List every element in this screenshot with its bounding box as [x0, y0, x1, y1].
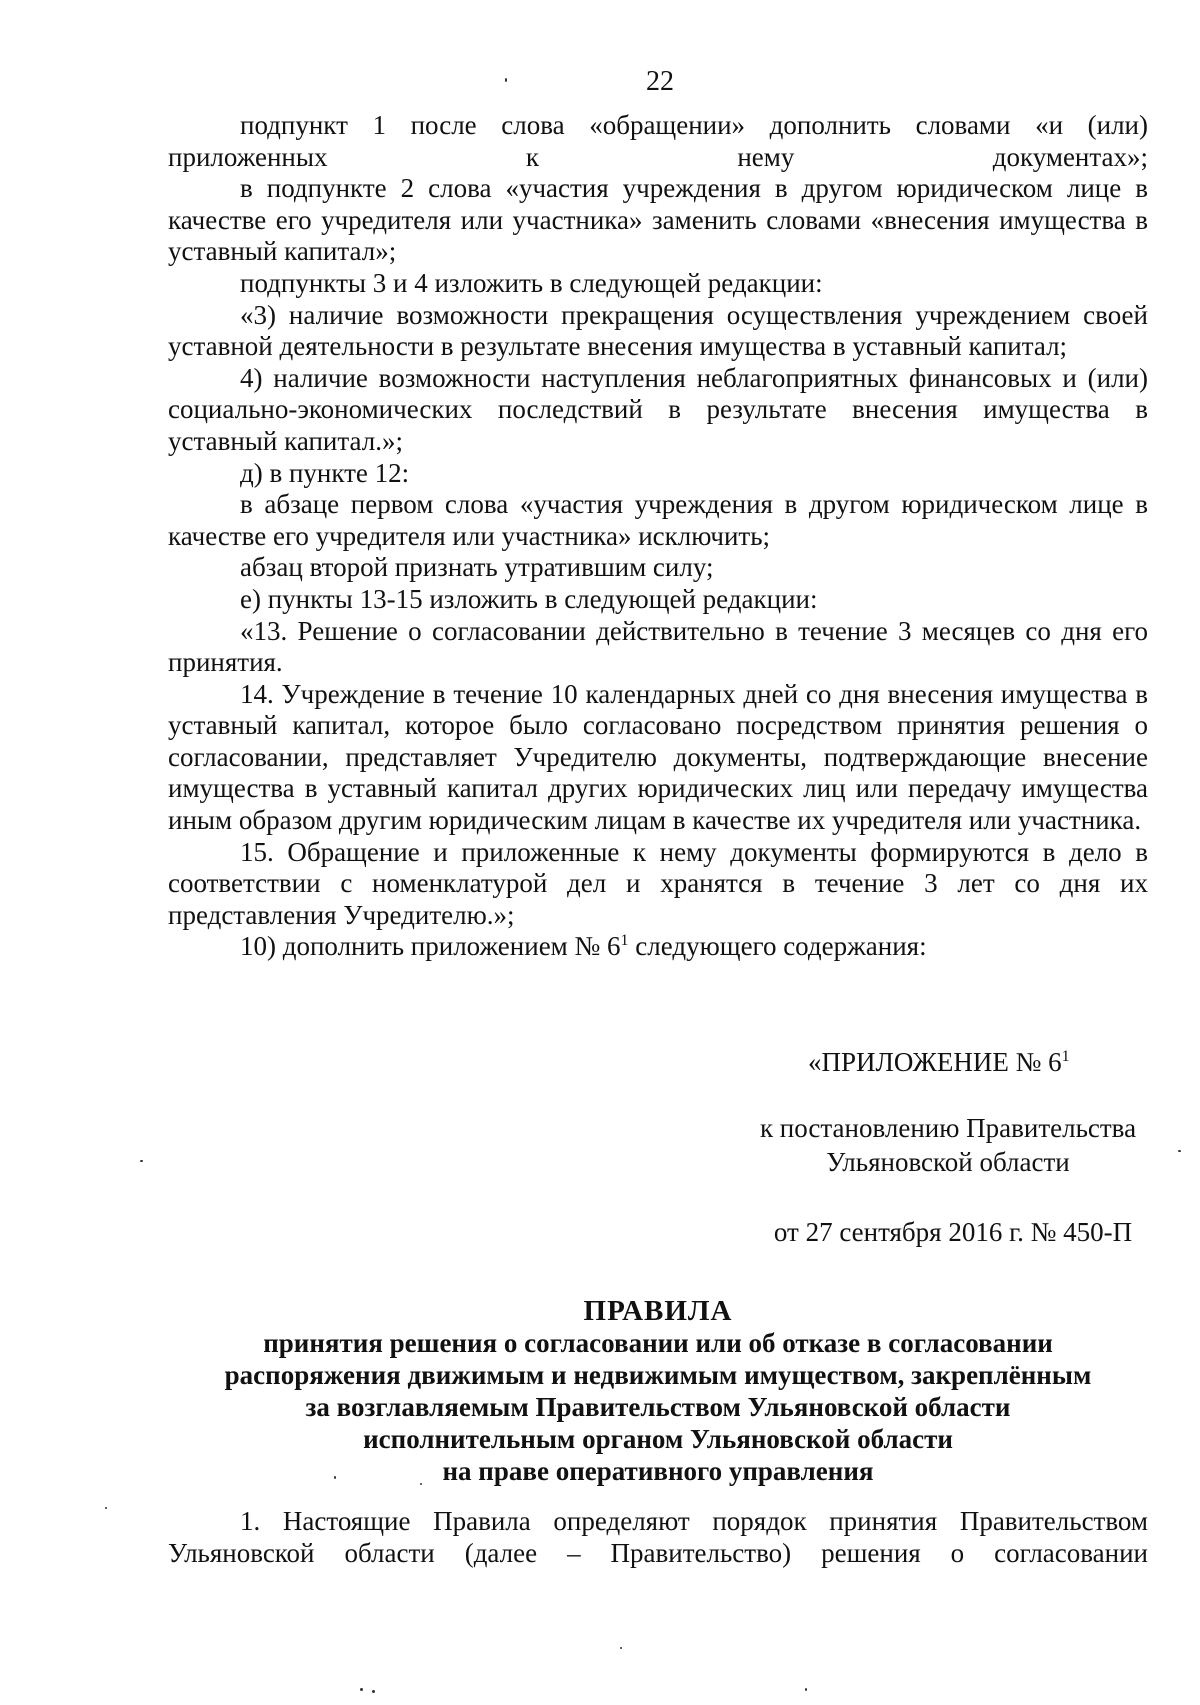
paragraph	[168, 173, 1148, 268]
scan-speck	[1178, 1150, 1181, 1152]
paragraph	[168, 616, 1148, 679]
paragraph	[168, 931, 1148, 963]
rules-title: ПРАВИЛА	[583, 1295, 733, 1327]
rules-subtitle-line: на праве оперативного управления	[442, 1456, 874, 1486]
rules-title-block	[168, 1295, 1148, 1487]
scan-speck	[372, 1690, 375, 1693]
appendix-title-text: «ПРИЛОЖЕНИЕ № 6	[808, 1047, 1062, 1077]
rules-subtitle-line: исполнительным органом Ульяновской области	[363, 1424, 953, 1454]
paragraph	[168, 268, 1148, 300]
paragraph	[168, 489, 1148, 552]
appendix-title	[808, 1046, 1070, 1078]
scan-speck	[805, 1688, 807, 1691]
paragraph	[168, 552, 1148, 584]
paragraph	[168, 584, 1148, 616]
paragraph	[168, 1506, 1148, 1569]
superscript: 1	[1061, 1048, 1070, 1065]
scan-speck	[420, 1483, 422, 1485]
paragraph-text: 10) дополнить приложением № 6	[240, 931, 621, 962]
appendix-region-line: Ульяновской области	[826, 1147, 1070, 1177]
paragraph-text: подпункт 1 после слова «обращении» дополнить словами «и (или) приложенных к нему документах»;	[168, 110, 1148, 172]
paragraph	[168, 110, 1148, 173]
amendment-text	[168, 110, 1148, 963]
scan-speck	[360, 1688, 363, 1691]
scan-speck	[334, 1476, 336, 1479]
rules-subtitle-line: за возглавляемым Правительством Ульяновской области	[305, 1392, 1011, 1422]
paragraph-text: «3) наличие возможности прекращения осуществления учреждением своей уставной деятельности в результате внесения имущества в уставный капитал;	[168, 299, 1148, 362]
paragraph-text: подпункты 3 и 4 изложить в следующей редакции:	[240, 267, 823, 298]
rules-subtitle-line: распоряжения движимым и недвижимым имуществом, закреплённым	[224, 1360, 1092, 1390]
paragraph-text: 15. Обращение и приложенные к нему документы формируются в дело в соответствии с номенклатурой дел и хранятся в течение 3 лет со дня их представления Учредителю.»;	[168, 836, 1148, 930]
scan-speck	[105, 1507, 107, 1509]
paragraph-text: д) в пункте 12:	[240, 457, 410, 488]
paragraph-text: «13. Решение о согласовании действительно в течение 3 месяцев со дня его принятия.	[168, 615, 1148, 678]
scan-speck	[505, 78, 507, 82]
paragraph-text: 4) наличие возможности наступления неблагоприятных финансовых и (или) социально-экономических последствий в результате внесения имущества в уставный капитал.»;	[168, 362, 1148, 456]
paragraph-text: в подпункте 2 слова «участия учреждения в другом юридическом лице в качестве его учредителя или участника» заменить словами «внесения имущества в уставный капитал»;	[168, 173, 1148, 267]
scan-speck	[620, 1647, 622, 1649]
appendix-date-line: от 27 сентября 2016 г. № 450-П	[773, 1217, 1133, 1247]
paragraph	[168, 458, 1148, 490]
page-number: 22	[646, 66, 674, 97]
paragraph-text: 14. Учреждение в течение 10 календарных дней со дня внесения имущества в уставный капитал, которое было согласовано посредством принятия решения о согласовании, представляет Учредителю документы, подтверждающие внесение имущества в уставный капитал других юридических лиц или передачу имущества иным образом другим юридическим лицам в качестве их учредителя или участника.	[168, 678, 1148, 836]
paragraph-text: 1. Настоящие Правила определяют порядок принятия Правительством Ульяновской области (далее – Правительство) решения о согласовании	[168, 1506, 1148, 1568]
superscript: 1	[620, 932, 629, 950]
paragraph	[168, 679, 1148, 837]
paragraph-text: е) пункты 13-15 изложить в следующей редакции:	[240, 583, 818, 614]
appendix-resolution-line: к постановлению Правительства	[759, 1113, 1137, 1143]
paragraph-text: абзац второй признать утратившим силу;	[240, 552, 714, 583]
paragraph-text: следующего содержания:	[628, 931, 927, 962]
paragraph	[168, 837, 1148, 932]
rules-text	[168, 1506, 1148, 1569]
paragraph	[168, 300, 1148, 363]
scan-speck	[140, 1160, 143, 1162]
rules-subtitle-line: принятия решения о согласовании или об отказе в согласовании	[263, 1328, 1053, 1358]
paragraph-text: в абзаце первом слова «участия учреждения в другом юридическом лице в качестве его учредителя или участника» исключить;	[168, 489, 1148, 551]
paragraph	[168, 363, 1148, 458]
